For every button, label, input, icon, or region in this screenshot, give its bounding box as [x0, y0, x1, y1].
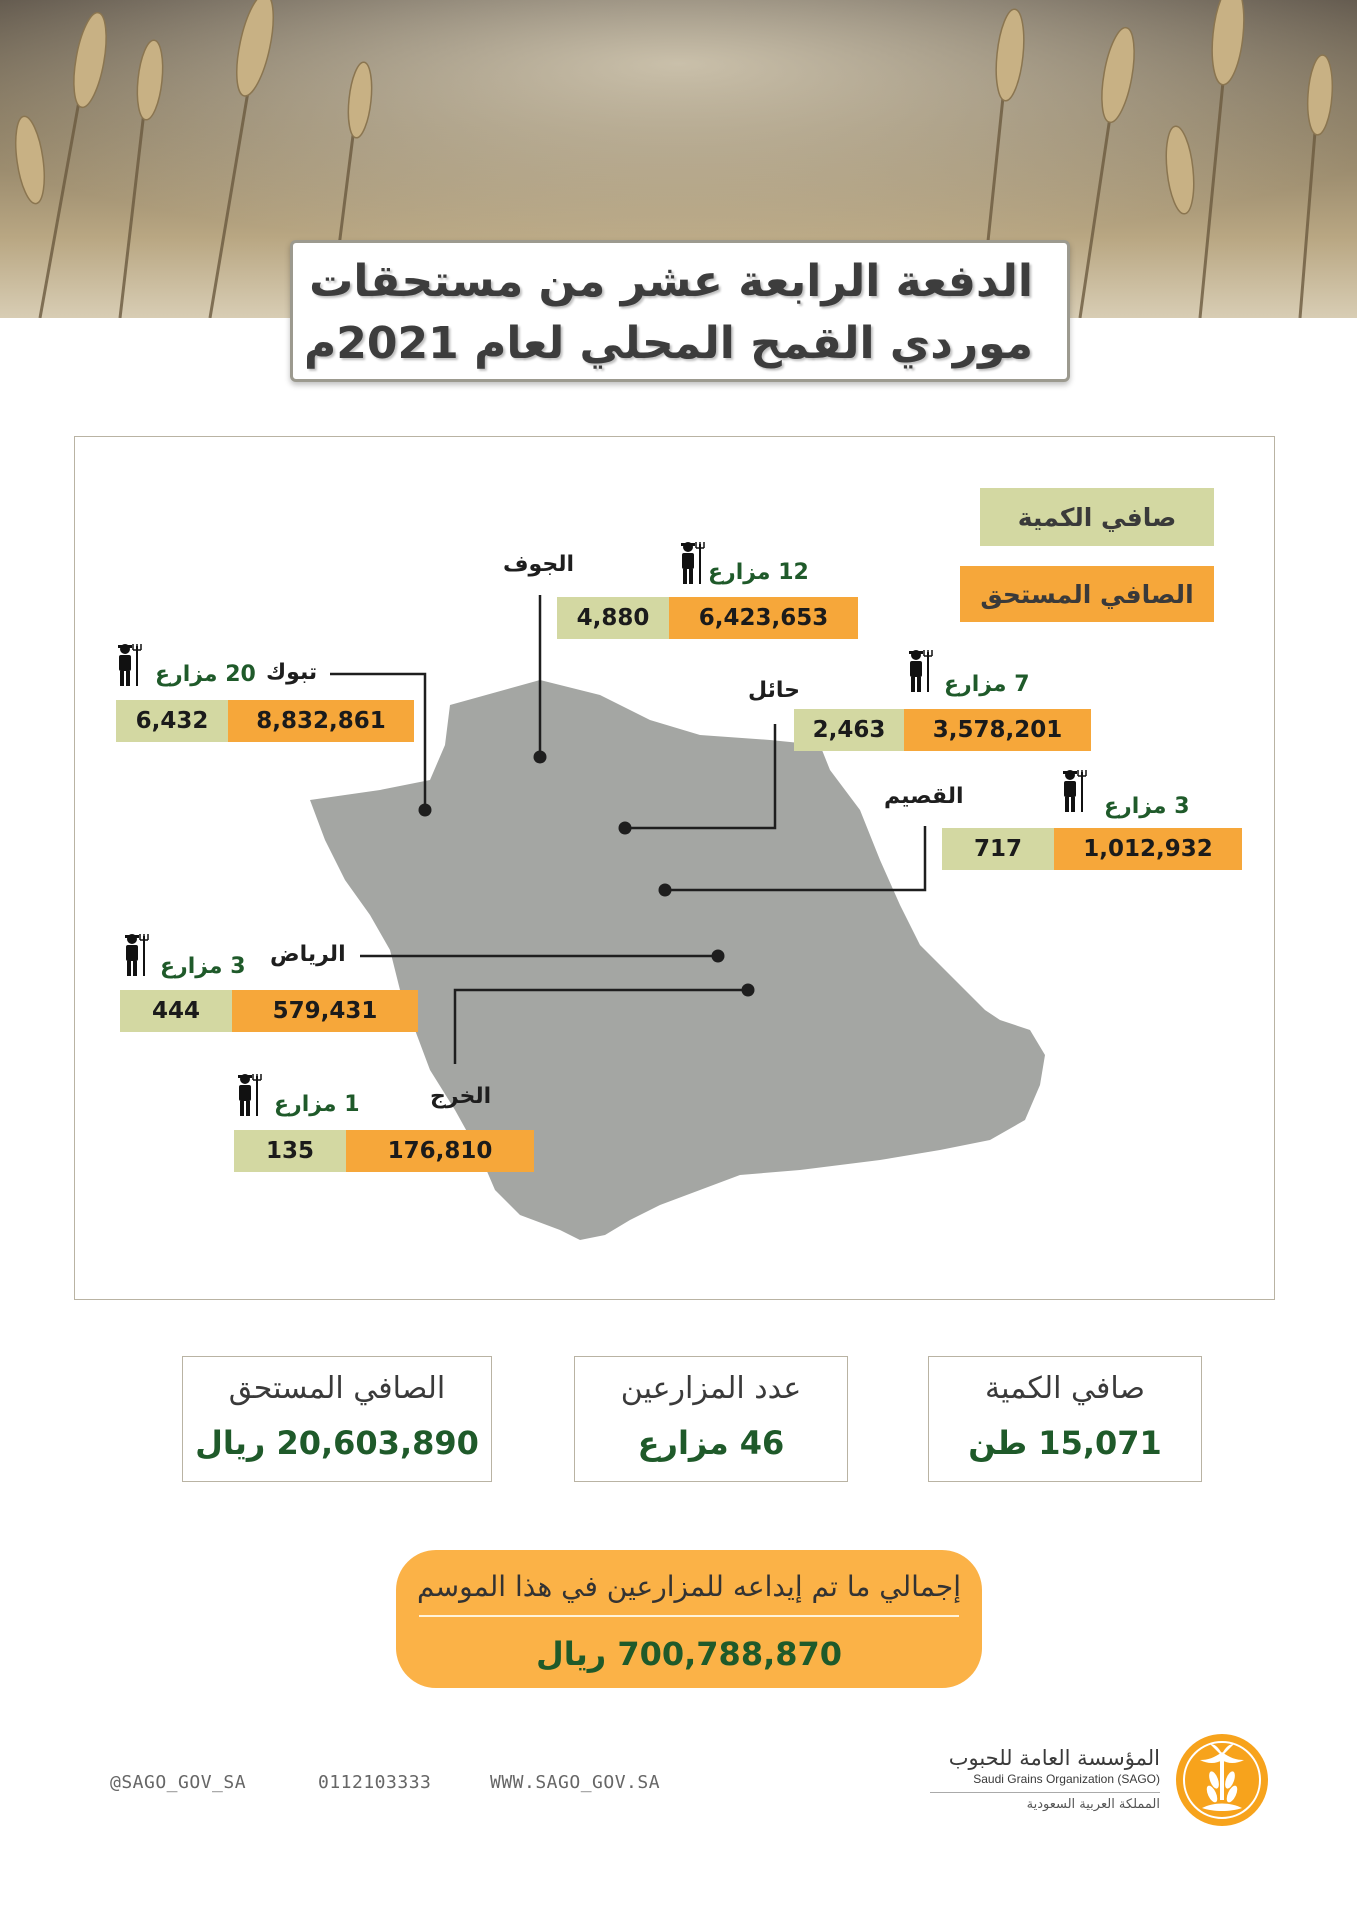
stat-farmers-count-label: عدد المزارعين: [620, 1371, 802, 1406]
organization-country: المملكة العربية السعودية: [930, 1792, 1160, 1812]
title-line-2: موردي القمح المحلي لعام 2021م: [304, 318, 1033, 369]
footer-twitter[interactable]: @SAGO_GOV_SA: [110, 1772, 247, 1793]
farmers-count-hail: 7 مزارع: [944, 672, 1030, 697]
stat-net-due-value: 20,603,890 ريال: [195, 1424, 479, 1462]
stat-net-quantity: [928, 1356, 1202, 1482]
net-quantity-tabuk: 6,432: [116, 700, 228, 742]
farmer-icon: [904, 648, 934, 694]
stat-net-quantity-label: صافي الكمية: [984, 1371, 1146, 1406]
value-bar-qassim: [942, 828, 1242, 870]
season-total-divider: [419, 1615, 959, 1617]
net-due-qassim: 1,012,932: [1054, 828, 1242, 870]
net-quantity-aljouf: 4,880: [557, 597, 669, 639]
footer-phone[interactable]: 0112103333: [318, 1772, 432, 1793]
season-total-label: إجمالي ما تم إيداعه للمزارعين في هذا الموسم: [417, 1570, 961, 1603]
farmers-count-tabuk: 20 مزارع: [155, 662, 256, 687]
net-quantity-kharj: 135: [234, 1130, 346, 1172]
net-due-aljouf: 6,423,653: [669, 597, 858, 639]
farmer-icon: [676, 540, 706, 586]
region-name-riyadh: الرياض: [270, 942, 346, 967]
farmers-count-kharj: 1 مزارع: [274, 1092, 360, 1117]
value-bar-kharj: [234, 1130, 534, 1172]
point-qassim: [659, 884, 672, 897]
net-quantity-qassim: 717: [942, 828, 1054, 870]
legend-net-quantity: صافي الكمية: [980, 488, 1214, 546]
season-total-value: 700,788,870 ريال: [535, 1635, 843, 1673]
organization-name-en: Saudi Grains Organization (SAGO): [973, 1772, 1160, 1786]
region-name-aljouf: الجوف: [503, 552, 575, 577]
sago-logo-icon: [1174, 1732, 1270, 1828]
point-riyadh: [712, 950, 725, 963]
value-bar-riyadh: [120, 990, 418, 1032]
region-name-kharj: الخرج: [430, 1084, 492, 1109]
farmer-icon: [233, 1072, 263, 1118]
farmer-icon: [1058, 768, 1088, 814]
region-name-qassim: القصيم: [884, 784, 964, 809]
net-quantity-riyadh: 444: [120, 990, 232, 1032]
net-due-kharj: 176,810: [346, 1130, 534, 1172]
region-name-tabuk: تبوك: [266, 660, 318, 685]
value-bar-hail: [794, 709, 1091, 751]
organization-block: [930, 1746, 1160, 1812]
net-due-tabuk: 8,832,861: [228, 700, 414, 742]
season-total-box: [396, 1550, 982, 1688]
point-aljouf: [534, 751, 547, 764]
organization-name-ar: المؤسسة العامة للحبوب: [948, 1746, 1160, 1770]
stat-farmers-count-value: 46 مزارع: [637, 1424, 785, 1462]
footer-website[interactable]: WWW.SAGO_GOV.SA: [490, 1772, 661, 1793]
stat-net-due: [182, 1356, 492, 1482]
point-hail: [619, 822, 632, 835]
legend-net-due: الصافي المستحق: [960, 566, 1214, 622]
stat-net-quantity-value: 15,071 طن: [968, 1424, 1162, 1462]
farmers-count-qassim: 3 مزارع: [1104, 794, 1190, 819]
net-due-hail: 3,578,201: [904, 709, 1091, 751]
value-bar-aljouf: [557, 597, 858, 639]
value-bar-tabuk: [116, 700, 414, 742]
point-kharj: [742, 984, 755, 997]
farmer-icon: [120, 932, 150, 978]
region-name-hail: حائل: [748, 678, 801, 703]
net-quantity-hail: 2,463: [794, 709, 904, 751]
farmers-count-riyadh: 3 مزارع: [160, 954, 246, 979]
farmer-icon: [113, 642, 143, 688]
stat-farmers-count: [574, 1356, 848, 1482]
title-line-1: الدفعة الرابعة عشر من مستحقات: [309, 256, 1033, 307]
net-due-riyadh: 579,431: [232, 990, 418, 1032]
point-tabuk: [419, 804, 432, 817]
farmers-count-aljouf: 12 مزارع: [708, 560, 809, 585]
stat-net-due-label: الصافي المستحق: [228, 1371, 446, 1406]
